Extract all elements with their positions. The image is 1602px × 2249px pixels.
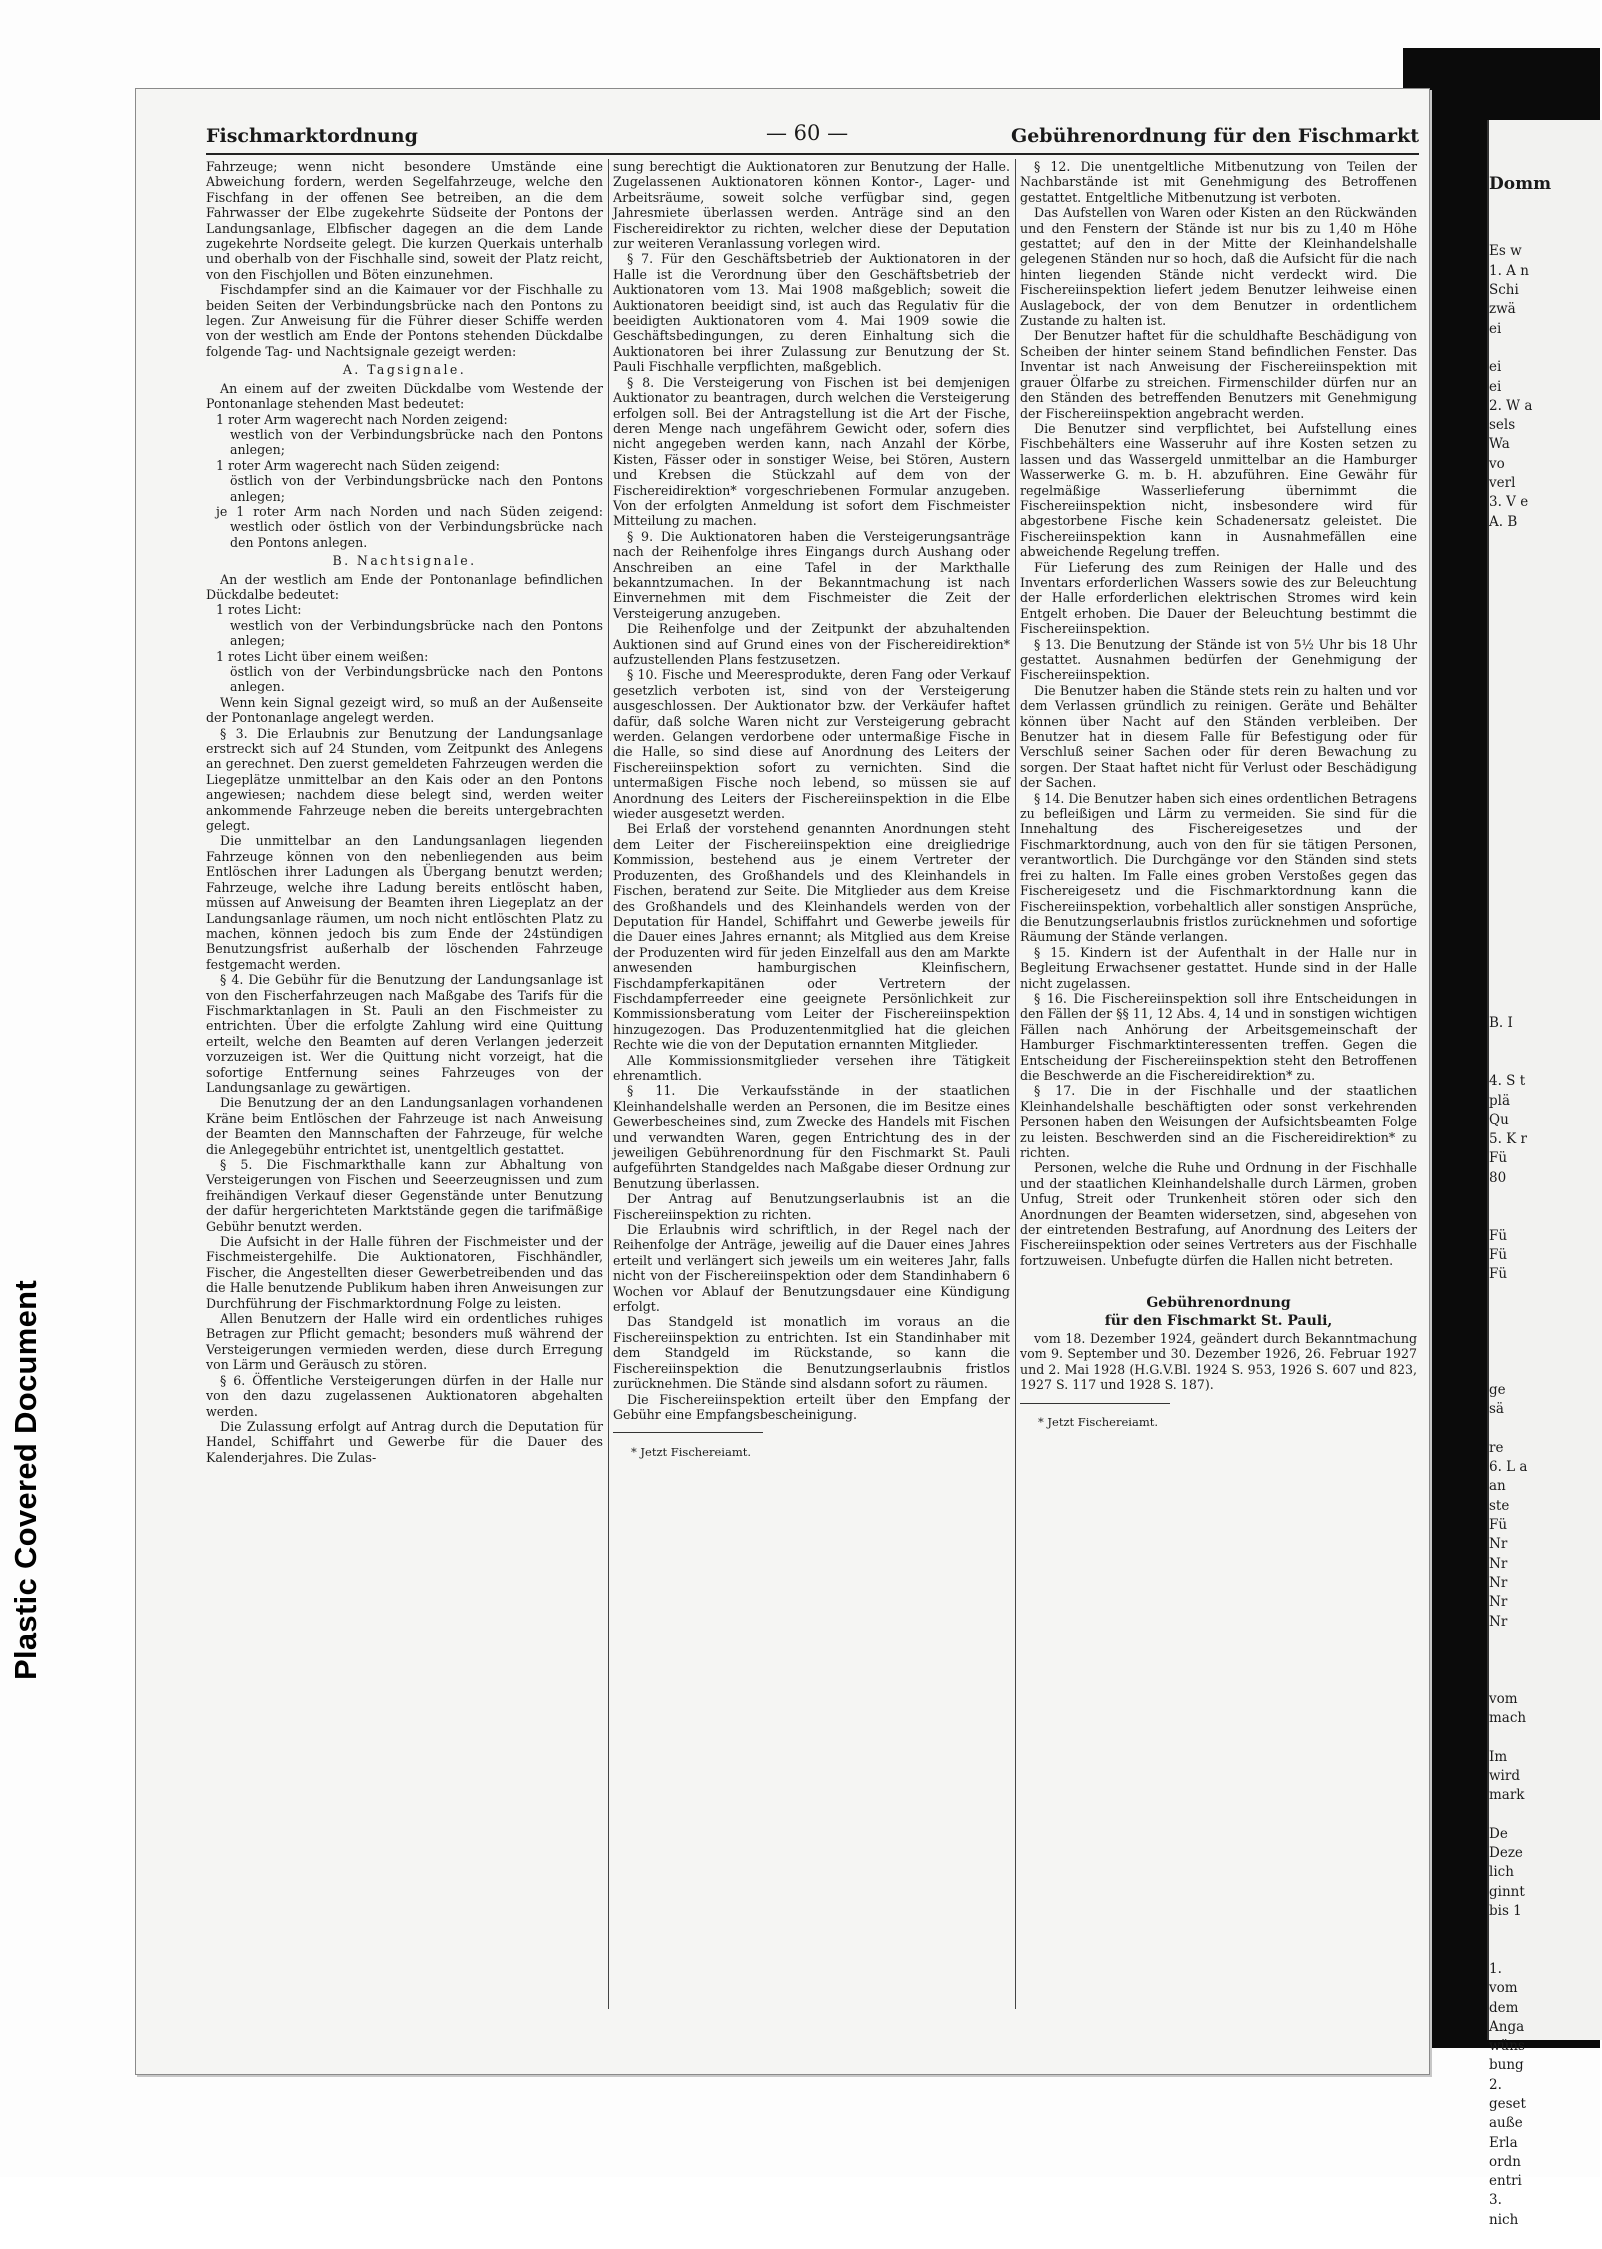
paragraph: Das Aufstellen von Waren oder Kisten an den Rückwänden und den Fenstern der Stände ist nur bis zu 1,40 m Höhe gestattet; auf den in der Mitte der Kleinhandelshalle gelegenen Ständen nur so hoch, daß die Aufsicht für die nach hinten liegenden Stände nicht verdeckt wird. Die Fischereiinspektion liefert jedem Benutzer leihweise einen Auslagebock, der von dem Benutzer in ordentlichem Zustande zu halten ist. — [1020, 205, 1417, 329]
paragraph: Die unmittelbar an den Landungsanlagen liegenden Fahrzeuge können von den nebenliegenden aus beim Entlöschen ihrer Ladungen als Übergang benutzt werden; Fahrzeuge, welche ihre Ladung bereits entlöscht haben, müssen auf Anweisung der Beamten ihren Liegeplatz an der Landungsanlage räumen, um noch nicht entlöschten Platz zu machen, können jedoch bis zum Ende der 24stündigen Benutzungsfrist außerhalb der löschenden Fahrzeuge festgemacht werden. — [206, 833, 603, 972]
paragraph: § 10. Fische und Meeresprodukte, deren Fang oder Verkauf gesetzlich verboten ist, sind von der Versteigerung ausgeschlossen. Der Auktionator bzw. der Verkäufer haftet dafür, daß solche Waren nicht zur Versteigerung gebracht werden. Gelangen verdorbene oder untermaßige Fische in die Halle, so sind diese auf Anordnung des Leiters der Fischereiinspektion sofort zu vernichten. Sind die untermaßigen Fische noch lebend, so müssen sie auf Anordnung des Leiters der Fischereiinspektion in die Elbe wieder ausgesetzt werden. — [613, 667, 1010, 822]
adjacent-page-line — [1489, 899, 1602, 918]
adjacent-page-line — [1489, 571, 1602, 590]
adjacent-page-line: ordn — [1489, 2153, 1521, 2170]
adjacent-page-line: ei — [1489, 320, 1502, 337]
adjacent-page-line — [1489, 995, 1602, 1014]
adjacent-page-line — [1489, 1941, 1602, 1960]
adjacent-page-line — [1489, 1034, 1602, 1053]
running-head-left: Fischmarktordnung — [206, 125, 418, 147]
paragraph: Der Antrag auf Benutzungserlaubnis ist an die Fischereiinspektion zu richten. — [613, 1191, 1010, 1222]
paragraph: Fischdampfer sind an die Kaimauer vor der Fischhalle zu beiden Seiten der Verbindungsbrücke nach den Pontons zu legen. Zur Anweisung für die Führer dieser Schiffe werden von der westlich am Ende der Pontons stehenden Dückdalbe folgende Tag- und Nachtsignale gezeigt werden: — [206, 282, 603, 359]
adjacent-page-line: wüns — [1489, 2038, 1525, 2055]
subheading-day-signals: A. Tagsignale. — [342, 362, 467, 378]
adjacent-page-line: ge — [1489, 1382, 1506, 1398]
adjacent-page-line: Deze — [1489, 1845, 1523, 1862]
paragraph: § 16. Die Fischereiinspektion soll ihre Entscheidungen in den Fällen der §§ 11, 12 Abs. 4, 14 und in sonstigen wichtigen Fällen nach Anhörung der Arbeitsgemeinschaft der Hamburger Fischmarktinteressenten treffen. Gegen die Entscheidung der Fischereiinspektion steht den Betroffenen die Beschwerde an die Fischereidirektion* zu. — [1020, 990, 1417, 1083]
adjacent-page-line: entri — [1489, 2173, 1522, 2190]
adjacent-page-edge — [1487, 120, 1602, 2228]
adjacent-page-line — [1489, 725, 1602, 744]
adjacent-page-line: ei — [1489, 378, 1502, 395]
adjacent-page-line — [1489, 783, 1602, 802]
column-3 — [1020, 159, 1417, 2009]
document-page — [135, 88, 1430, 2075]
footnote: * Jetzt Fischereiamt. — [631, 1444, 752, 1459]
adjacent-page-line — [1489, 1188, 1602, 1207]
adjacent-page-line — [1489, 628, 1602, 647]
paragraph: Die Benutzung der an den Landungsanlagen vorhandenen Kräne beim Entlöschen der Fahrzeuge ist nach Anweisung der Beamten den Mannschaften der Fahrzeuge, für welche die Anlegegebühr entrichtet ist, unentgeltlich gestattet. — [206, 1095, 603, 1157]
adjacent-page-line: ginnt — [1489, 1883, 1525, 1900]
adjacent-page-line: ei — [1489, 359, 1502, 376]
adjacent-page-line: 1. A n — [1489, 262, 1529, 279]
adjacent-page-line: 3. V e — [1489, 494, 1529, 511]
paragraph: Die Reihenfolge und der Zeitpunkt der abzuhaltenden Auktionen sind auf Grund eines von der Fischereidirektion* aufzustellenden Plans festzusetzen. — [613, 621, 1010, 667]
footnote-rule — [613, 1432, 763, 1433]
paragraph: Allen Benutzern der Halle wird ein ordentliches ruhiges Betragen zur Pflicht gemacht; besonders muß während der Versteigerungen vermieden werden, diese durch Erregung von Lärm und Geräusch zu stören. — [206, 1311, 603, 1373]
column-rule — [608, 159, 609, 2009]
list-item: 1 roter Arm wagerecht nach Süden zeigend: — [216, 457, 500, 473]
adjacent-page-line: Fü — [1489, 1227, 1508, 1244]
adjacent-page-line: mark — [1489, 1787, 1525, 1804]
column-rule — [1015, 159, 1016, 2009]
adjacent-page-line — [1489, 339, 1602, 358]
adjacent-page-line — [1489, 764, 1602, 783]
footnote-rule — [1020, 1403, 1170, 1404]
adjacent-page-line: A. B — [1489, 513, 1518, 530]
adjacent-page-line — [1489, 821, 1602, 840]
adjacent-page-line: auße — [1489, 2115, 1523, 2132]
adjacent-page-line — [1489, 1304, 1602, 1323]
adjacent-page-line: sä — [1489, 1401, 1504, 1418]
footnote: * Jetzt Fischereiamt. — [1038, 1415, 1159, 1430]
adjacent-page-line: Fü — [1489, 1150, 1508, 1167]
paragraph: Alle Kommissionsmitglieder versehen ihre Tätigkeit ehrenamtlich. — [613, 1052, 1010, 1083]
adjacent-page-line — [1489, 841, 1602, 860]
section-intro: vom 18. Dezember 1924, geändert durch Bekanntmachung vom 9. September und 30. Dezember 1926, 26. Februar 1927 und 2. Mai 1928 (H.G.V.Bl. 1924 S. 953, 1926 S. 607 und 823, 1927 S. 117 und 1928 S. 187). — [1020, 1331, 1417, 1393]
adjacent-page-line — [1489, 532, 1602, 551]
adjacent-page-line — [1489, 1362, 1602, 1381]
paragraph: § 9. Die Auktionatoren haben die Versteigerungsanträge nach der Reihenfolge ihres Eingangs durch Aushang oder Anschreiben an eine Tafel in der Markthalle bekanntzumachen. In der Bekanntmachung ist nach Einvernehmen mit dem Fischmeister die Zeit der Versteigerung anzugeben. — [613, 528, 1010, 621]
list-item: je 1 roter Arm nach Norden und nach Süden zeigend: westlich oder östlich von der Verbindungsbrücke nach den Pontons anlegen. — [216, 503, 603, 550]
adjacent-page-line: Wa — [1489, 436, 1510, 453]
paragraph: Der Benutzer haftet für die schuldhafte Beschädigung von Scheiben der hinter seinem Stand befindlichen Fenster. Das Inventar ist nach Anweisung der Fischereiinspektion mit grauer Ölfarbe zu streichen. Firmenschilder dürfen nur an den Ständen des betreffenden Benutzers mit Genehmigung der Fischereiinspektion angebracht werden. — [1020, 328, 1417, 421]
adjacent-page-line: re — [1489, 1439, 1504, 1456]
adjacent-page-line — [1489, 937, 1602, 956]
adjacent-page-line: Nr — [1489, 1536, 1508, 1553]
adjacent-page-line: Anga — [1489, 2018, 1525, 2035]
adjacent-page-line: 5. K r — [1489, 1131, 1528, 1148]
adjacent-page-line — [1489, 1632, 1602, 1651]
page-number: — 60 — — [766, 121, 849, 145]
adjacent-page-line: vom — [1489, 1690, 1518, 1707]
adjacent-page-line — [1489, 609, 1602, 628]
paragraph: Die Benutzer haben die Stände stets rein zu halten und vor dem Verlassen gründlich zu reinigen. Geräte und Behälter können über Nacht auf den Ständen verbleiben. Der Benutzer hat in diesem Falle für Befestigung oder für Verschluß seiner Sachen oder für deren Bewachung zu sorgen. Der Staat haftet nicht für Verlust oder Beschädigung der Sachen. — [1020, 682, 1417, 791]
adjacent-page-line — [1489, 1728, 1602, 1747]
adjacent-page-line: 6. L a — [1489, 1459, 1528, 1476]
paragraph: Die Fischereiinspektion erteilt über den Empfang der Gebühr eine Empfangsbescheinigung. — [613, 1391, 1010, 1422]
paragraph: sung berechtigt die Auktionatoren zur Benutzung der Halle. Zugelassenen Auktionatoren können Kontor-, Lager- und Arbeitsräume, soweit solche verfügbar sind, gegen Jahresmiete überlassen werden. Anträge sind an den Fischereidirektor zu richten, welcher diese der Deputation zur weiteren Veranlassung vorlegen wird. — [613, 159, 1010, 252]
adjacent-page-line — [1489, 686, 1602, 705]
adjacent-page-line: De — [1489, 1825, 1508, 1842]
paragraph: Die Zulassung erfolgt auf Antrag durch die Deputation für Handel, Schiffahrt und Gewerbe für die Dauer des Kalenderjahres. Die Zulas- — [206, 1418, 603, 1465]
adjacent-page-line: dem — [1489, 1999, 1519, 2016]
list-item: 1 roter Arm wagerecht nach Norden zeigend: — [216, 411, 508, 427]
paragraph: § 13. Die Benutzung der Stände ist von 5½ Uhr bis 18 Uhr gestattet. Ausnahmen bedürfen der Genehmigung der Fischereiinspektion. — [1020, 636, 1417, 683]
list-item-detail: östlich von der Verbindungsbrücke nach den Pontons anlegen. — [230, 664, 603, 695]
paragraph: Die Benutzer sind verpflichtet, bei Aufstellung eines Fischbehälters eine Wasseruhr auf ihre Kosten setzen zu lassen und das Wassergeld unmittelbar an die Hamburger Wasserwerke G. m. b. H. abzuführen. Eine Gewähr für regelmäßige Wasserlieferung übernimmt die Fischereiinspektion nicht, insbesondere wird für abgestorbene Fische kein Schadenersatz geleistet. Die Fischereiinspektion kann in Ausnahmefällen eine abweichende Regelung treffen. — [1020, 420, 1417, 560]
adjacent-page-line — [1489, 956, 1602, 975]
paragraph: Das Standgeld ist monatlich im voraus an die Fischereiinspektion zu entrichten. Ist ein Standinhaber mit dem Standgeld im Rückstande, so kann die Fischereiinspektion die Benutzungserlaubnis fristlos zurücknehmen. Die Stände sind alsdann sofort zu räumen. — [613, 1314, 1010, 1392]
running-head-right: Gebührenordnung für den Fischmarkt — [1010, 125, 1419, 147]
adjacent-page-line: 80 — [1489, 1169, 1507, 1186]
adjacent-page-line — [1489, 918, 1602, 937]
adjacent-page-line — [1489, 648, 1602, 667]
adjacent-page-line — [1489, 744, 1602, 763]
section-title: Gebührenordnung — [1146, 1295, 1291, 1312]
list-item-detail: westlich von der Verbindungsbrücke nach den Pontons anlegen; — [230, 426, 603, 458]
adjacent-page-line — [1489, 551, 1602, 570]
adjacent-page-line — [1489, 1342, 1602, 1361]
text-columns — [206, 159, 1419, 2009]
paragraph: Bei Erlaß der vorstehend genannten Anordnungen steht dem Leiter der Fischereiinspektion eine dreigliedrige Kommission, bestehend aus je einem Vertreter der Produzenten, des Großhandels und des Kleinhandels in Fischen, beratend zur Seite. Die Mitglieder aus dem Kreise des Großhandels und des Kleinhandels werden von der Deputation für Handel, Schiffahrt und Gewerbe jeweils für die Dauer eines Jahres ernannt; als Mitglied aus dem Kreise der Produzenten wird für jeden Einzelfall aus den am Markte anwesenden hamburgischen Kleinfischern, Fischdampferkapitänen oder Vertretern der Fischdampferreeder eine geeignete Persönlichkeit zur Kommissionsberatung vom Leiter der Fischereiinspektion hinzugezogen. Das Produzentenmitglied hat die gleichen Rechte wie die von der Deputation ernannten Mitglieder. — [613, 821, 1010, 1053]
adjacent-page-line — [1489, 879, 1602, 898]
paragraph: Die Erlaubnis wird schriftlich, in der Regel nach der Reihenfolge der Anträge, jeweilig auf die Dauer eines Jahres erteilt und verlängert sich jeweils um ein weiteres Jahr, falls nicht von der Fischereiinspektion oder dem Standinhabern 6 Wochen vor Ablauf der Benutzungsdauer eine Kündigung erfolgt. — [613, 1222, 1010, 1315]
side-label-text: Plastic Covered Document — [8, 1280, 43, 1680]
adjacent-page-line — [1489, 706, 1602, 725]
adjacent-page-line — [1489, 1806, 1602, 1825]
paragraph: § 11. Die Verkaufsstände in der staatlichen Kleinhandelshalle werden an Personen, die im Besitze eines Gewerbescheines sind, zum Zwecke des Handels mit Fischen und verwandten Waren, gegen Entrichtung des in der jeweiligen Gebührenordnung für den Fischmarkt St. Pauli aufgeführten Standgeldes nach Maßgabe dieser Ordnung zur Benutzung überlassen. — [613, 1083, 1010, 1191]
paragraph: Die Aufsicht in der Halle führen der Fischmeister und der Fischmeistergehilfe. Die Auktionatoren, Fischhändler, Fischer, die Angestellten dieser Gewerbetreibenden und das die Halle benutzende Publikum haben ihren Anweisungen zur Durchführung der Fischmarktordnung Folge zu leisten. — [206, 1234, 603, 1311]
adjacent-page-line — [1489, 1323, 1602, 1342]
adjacent-page-line — [1489, 802, 1602, 821]
adjacent-page-line: Es w — [1489, 243, 1522, 260]
paragraph: Wenn kein Signal gezeigt wird, so muß an der Außenseite der Pontonanlage angelegt werden. — [206, 694, 603, 726]
paragraph: § 15. Kindern ist der Aufenthalt in der Halle nur in Begleitung Erwachsener gestattet. Hunde sind in der Halle nicht zugelassen. — [1020, 944, 1417, 991]
paragraph: Für Lieferung des zum Reinigen der Halle und des Inventars erforderlichen Wassers sowie des zur Beleuchtung der Halle erforderlichen elektrischen Stromes wird kein Entgelt erhoben. Die Dauer der Beleuchtung bestimmt die Fischereiinspektion. — [1020, 559, 1417, 637]
adjacent-page-line: Fü — [1489, 1246, 1508, 1263]
adjacent-page-line — [1489, 860, 1602, 879]
paragraph: An der westlich am Ende der Pontonanlage befindlichen Dückdalbe bedeutet: — [206, 571, 603, 602]
page-header — [206, 119, 1419, 155]
list-item-detail: östlich von der Verbindungsbrücke nach den Pontons anlegen; — [230, 473, 603, 504]
adjacent-page-line: vom — [1489, 1980, 1518, 1997]
adjacent-page-line: Nr — [1489, 1594, 1508, 1611]
adjacent-page-header: Domm — [1489, 173, 1552, 194]
adjacent-page-line: bung — [1489, 2057, 1524, 2074]
adjacent-page-line: Nr — [1489, 1574, 1508, 1591]
adjacent-page-line: Nr — [1489, 1555, 1508, 1572]
paragraph: § 5. Die Fischmarkthalle kann zur Abhaltung von Versteigerungen von Fischen und Seeerzeugnissen und zum freihändigen Verkauf dieser Gegenstände unter Benutzung der dafür hergerichteten Marktstände gegen die tarifmäßige Gebühr benutzt werden. — [206, 1157, 603, 1234]
adjacent-page-line: wird — [1489, 1767, 1520, 1784]
subheading-night-signals: B. Nachtsignale. — [332, 553, 477, 569]
paragraph: § 6. Öffentliche Versteigerungen dürfen in der Halle nur von den dazu zugelassenen Auktionatoren abgehalten werden. — [206, 1372, 603, 1419]
adjacent-page-line: Erla — [1489, 2134, 1518, 2151]
adjacent-page-line — [1489, 1651, 1602, 1670]
paragraph: § 14. Die Benutzer haben sich eines ordentlichen Betragens zu befleißigen und Lärm zu vermeiden. Sie sind für die Innehaltung des Fischereigesetzes und der Fischmarktordnung, auch von den für sie tätigen Personen, verantwortlich. Die Durchgänge vor den Ständen sind stets frei zu halten. Im Falle eines groben Verstoßes gegen das Fischereigesetz und die Fischmarktordnung kann die Fischereiinspektion, vorbehaltlich aller sonstigen Ansprüche, die Benutzungserlaubnis fristlos zurücknehmen und sofortige Räumung der Stände verlangen. — [1020, 790, 1417, 945]
adjacent-page-line: plä — [1489, 1092, 1511, 1109]
adjacent-page-line: Fü — [1489, 1266, 1508, 1283]
adjacent-page-line: 1. — [1489, 1960, 1502, 1977]
list-item: 1 rotes Licht: — [216, 602, 302, 618]
section-subtitle: für den Fischmarkt St. Pauli, — [1104, 1312, 1333, 1329]
adjacent-page-line: zwä — [1489, 301, 1516, 318]
section-gap — [1020, 1268, 1417, 1294]
adjacent-page-line: nich — [1489, 2211, 1519, 2228]
adjacent-page-line: verl — [1489, 475, 1516, 492]
adjacent-page-line: bis 1 — [1489, 1903, 1522, 1920]
paragraph: § 7. Für den Geschäftsbetrieb der Auktionatoren in der Halle ist die Verordnung über den Geschäftsbetrieb der Auktionatoren vom 13. Mai 1908 maßgeblich; soweit die Auktionatoren beeidigt sind, ist auch das Regulativ für die beeidigten Auktionatoren vom 4. Mai 1909 sowie die Geschäftsbedingungen, zu deren Einhaltung sich die Auktionatoren bei ihrer Zulassung zur Benutzung der St. Pauli Fischhalle verpflichten, maßgeblich. — [613, 251, 1010, 375]
adjacent-page-line: sels — [1489, 417, 1516, 434]
adjacent-page-line: mach — [1489, 1710, 1527, 1727]
paragraph: An einem auf der zweiten Dückdalbe vom Westende der Pontonanlage stehenden Mast bedeutet: — [206, 380, 603, 412]
adjacent-page-line: Nr — [1489, 1613, 1508, 1630]
paragraph: § 12. Die unentgeltliche Mitbenutzung von Teilen der Nachbarstände ist mit Genehmigung des Betroffenen gestattet. Entgeltliche Mitbenutzung ist verboten. — [1020, 159, 1417, 205]
column-1 — [206, 159, 603, 2009]
column-2 — [613, 159, 1010, 2009]
side-label — [8, 1280, 43, 1680]
paragraph: § 17. Die in der Fischhalle und der staatlichen Kleinhandelshalle beschäftigten oder sonst verkehrenden Personen haben den Weisungen der Aufsichtsbeamten Folge zu leisten. Beschwerden sind an die Fischereidirektion* zu richten. — [1020, 1083, 1417, 1160]
adjacent-page-line — [1489, 590, 1602, 609]
adjacent-page-line: ste — [1489, 1497, 1510, 1514]
adjacent-page-line: 2. — [1489, 2076, 1502, 2093]
adjacent-page-line: Im — [1489, 1748, 1508, 1765]
adjacent-page-lines — [1489, 242, 1602, 2230]
paragraph: § 3. Die Erlaubnis zur Benutzung der Landungsanlage erstreckt sich auf 24 Stunden, vom Zeitpunkt des Anlegens an gerechnet. Den zuerst gemeldeten Fahrzeugen werden die Liegeplätze unmittelbar an den Kais oder an den Pontons angewiesen; nachdem diese belegt sind, werden weiter ankommende Fahrzeuge neben die bereits untergebrachten gelegt. — [206, 725, 603, 834]
adjacent-page-line — [1489, 1207, 1602, 1226]
adjacent-page-line: Qu — [1489, 1111, 1509, 1128]
adjacent-page-line: Schi — [1489, 282, 1519, 299]
adjacent-page-line: B. I — [1489, 1015, 1513, 1032]
adjacent-page-line: 3. — [1489, 2192, 1502, 2209]
adjacent-page-line: geset — [1489, 2095, 1526, 2112]
adjacent-page-line — [1489, 976, 1602, 995]
adjacent-page-line: 2. W a — [1489, 397, 1533, 414]
paragraph: Fahrzeuge; wenn nicht besondere Umstände eine Abweichung fordern, werden Segelfahrzeuge, welche den Fischfang in der offenen See betreiben, an die dem Fahrwasser der Elbe zugekehrte Südseite der Pontons der Landungsanlage, Elbfischer dagegen an die dem Lande zugekehrte Nordseite gelegt. Die kurzen Querkais unterhalb und oberhalb von der Fischhalle sind, soweit der Platz reicht, von den Fischjollen und Böten einzunehmen. — [206, 159, 603, 282]
adjacent-page-line — [1489, 1921, 1602, 1940]
paragraph: § 4. Die Gebühr für die Benutzung der Landungsanlage ist von den Fischerfahrzeugen nach Maßgabe des Tarifs für die Fischmarktanlagen in St. Pauli an den Fischmeister zu entrichten. Über die erfolgte Zahlung wird eine Quittung erteilt, welche den Beamten auf deren Verlangen jederzeit vorzuzeigen ist. Wer die Quittung nicht vorzeigt, hat die sofortige Entfernung seines Fahrzeuges von der Landungsanlage zu gewärtigen. — [206, 972, 603, 1095]
adjacent-page-line: an — [1489, 1478, 1506, 1495]
adjacent-page-line — [1489, 1285, 1602, 1304]
paragraph: § 8. Die Versteigerung von Fischen ist bei demjenigen Auktionator zu beantragen, durch welchen die Versteigerung erfolgen soll. Bei der Antragstellung ist die Art der Fische, deren Menge nach ungefährem Gewicht oder, sofern dies nicht angegeben werden kann, nach Anzahl der Körbe, Kisten, Fässer oder in sonstiger Weise, bei Stören, Austern und Krebsen die Stückzahl auf dem von der Fischereidirektion* vorgeschriebenen Formular anzugeben. Von der erfolgten Anmeldung ist sofort dem Fischmeister Mitteilung zu machen. — [613, 374, 1010, 529]
adjacent-page-line — [1489, 667, 1602, 686]
adjacent-page-line — [1489, 1053, 1602, 1072]
list-item: 1 rotes Licht über einem weißen: — [216, 648, 429, 664]
adjacent-page-line: vo — [1489, 455, 1505, 472]
adjacent-page-line: Fü — [1489, 1517, 1508, 1534]
adjacent-page-line — [1489, 1420, 1602, 1439]
adjacent-page-line: 4. S t — [1489, 1073, 1526, 1090]
adjacent-page-line: lich — [1489, 1864, 1514, 1881]
list-item-detail: westlich von der Verbindungsbrücke nach den Pontons anlegen; — [230, 617, 603, 649]
paragraph: Personen, welche die Ruhe und Ordnung in der Fischhalle und der staatlichen Kleinhandelshalle durch Lärmen, groben Unfug, Streit oder Trunkenheit stören oder sich den Anordnungen der Beamten widersetzen, sind, abgesehen von der eintretenden Bestrafung, auf Anordnung des Leiters der Fischereiinspektion oder seines Vertreters aus der Fischhalle fortzuweisen. Unbefugte dürfen die Hallen nicht betreten. — [1020, 1160, 1417, 1268]
adjacent-page-line — [1489, 1670, 1602, 1689]
